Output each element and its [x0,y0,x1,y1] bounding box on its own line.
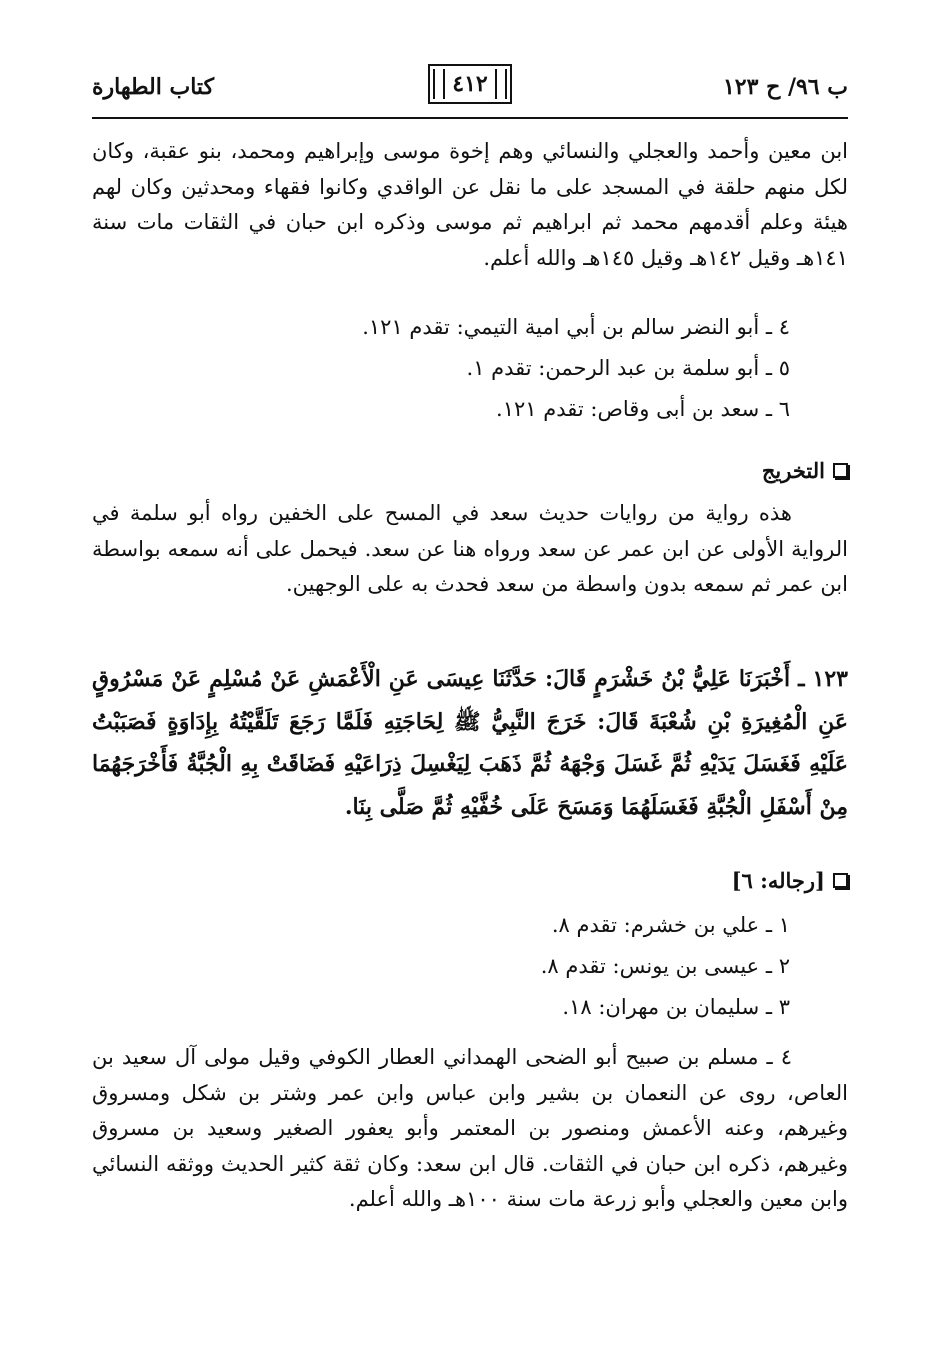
rijal-item: ١ ـ علي بن خشرم: تقدم ٨. [551,913,790,937]
takhrij-heading [762,458,848,483]
narrator-item: ٥ ـ أبو سلمة بن عبد الرحمن: تقدم ١. [466,356,790,380]
narrator-biography-paragraph: ابن معين وأحمد والعجلي والنسائي وهم إخوة موسى وإبراهيم ومحمد، بنو عقبة، وكان لكل منهم حلقة في المسجد على ما نقل عن الواقدي وكانوا فقهاء ومحدثين وكان لهم هيئة وعلم أقدمهم محمد ثم ابراهيم ثم موسى وذكره ابن حبان في الثقات مات سنة ١٤١هـ وقيل ١٤٢هـ وقيل ١٤٥هـ والله أعلم. [92,139,848,270]
rijal-item: ٣ ـ سليمان بن مهران: ١٨. [562,995,790,1019]
takhrij-heading-text: التخريج [761,458,825,483]
narrator-item: ٦ ـ سعد بن أبى وقاص: تقدم ١٢١. [496,397,790,421]
rijal-item: ٢ ـ عيسى بن يونس: تقدم ٨. [540,954,790,978]
hadith-text: ١٢٣ ـ أَخْبَرَنَا عَلِيُّ بْنُ خَشْرَمٍ قَالَ: حَدَّثَنَا عِيسَى عَنِ الْأَعْمَشِ عَنْ مُسْلِمٍ عَنْ مَسْرُوقٍ عَنِ الْمُغِيرَةِ بْنِ شُعْبَةَ قَالَ: خَرَجَ النَّبِيُّ ﷺ لِحَاجَتِهِ فَلَمَّا رَجَعَ تَلَقَّيْتُهُ بِإِدَاوَةٍ فَصَبَبْتُ عَلَيْهِ فَغَسَلَ يَدَيْهِ ثُمَّ غَسَلَ وَجْهَهُ ثُمَّ ذَهَبَ لِيَغْسِلَ ذِرَاعَيْهِ فَضَاقَتْ بِهِ الْجُبَّةُ فَأَخْرَجَهُمَا مِنْ أَسْفَلِ الْجُبَّةِ فَغَسَلَهُمَا وَمَسَحَ عَلَى خُفَّيْهِ ثُمَّ صَلَّى بِنَا. [92,666,848,820]
header-divider [92,117,848,119]
square-bullet-icon [833,463,848,478]
book-title: كتاب الطهارة [92,74,215,100]
takhrij-paragraph: هذه رواية من روايات حديث سعد في المسح على الخفين رواه أبو سلمة في الرواية الأولى عن ابن عمر عن سعد ورواه هنا عن سعد. فيحمل على أنه سمعه بواسطة ابن عمر ثم سمعه بدون واسطة من سعد فحدث به على الوجهين. [92,501,848,596]
narrator-item: ٤ ـ أبو النضر سالم بن أبي امية التيمي: تقدم ١٢١. [362,315,790,339]
chapter-hadith-reference: ب ٩٦/ ح ١٢٣ [722,74,848,100]
page-number: ٤١٢ [452,71,488,97]
rijal-heading-text: [رجاله: ٦] [731,868,825,893]
square-bullet-icon [833,873,848,888]
page-number-frame [428,64,512,104]
rijal-heading [732,868,848,893]
narrator-biography-paragraph: ٤ ـ مسلم بن صبيح أبو الضحى الهمداني العطار الكوفي وقيل مولى آل سعيد بن العاص، روى عن النعمان بن بشير وابن عباس وابن عمر وشتر بن شكل ومسروق وغيرهم، وعنه الأعمش ومنصور بن المعتمر وأبو يعفور الصغير وسعيد بن مسروق وغيرهم، ذكره ابن حبان في الثقات. قال ابن سعد: وكان ثقة كثير الحديث ووثقه النسائي وابن معين والعجلي وأبو زرعة مات سنة ١٠٠هـ والله أعلم. [92,1045,848,1211]
